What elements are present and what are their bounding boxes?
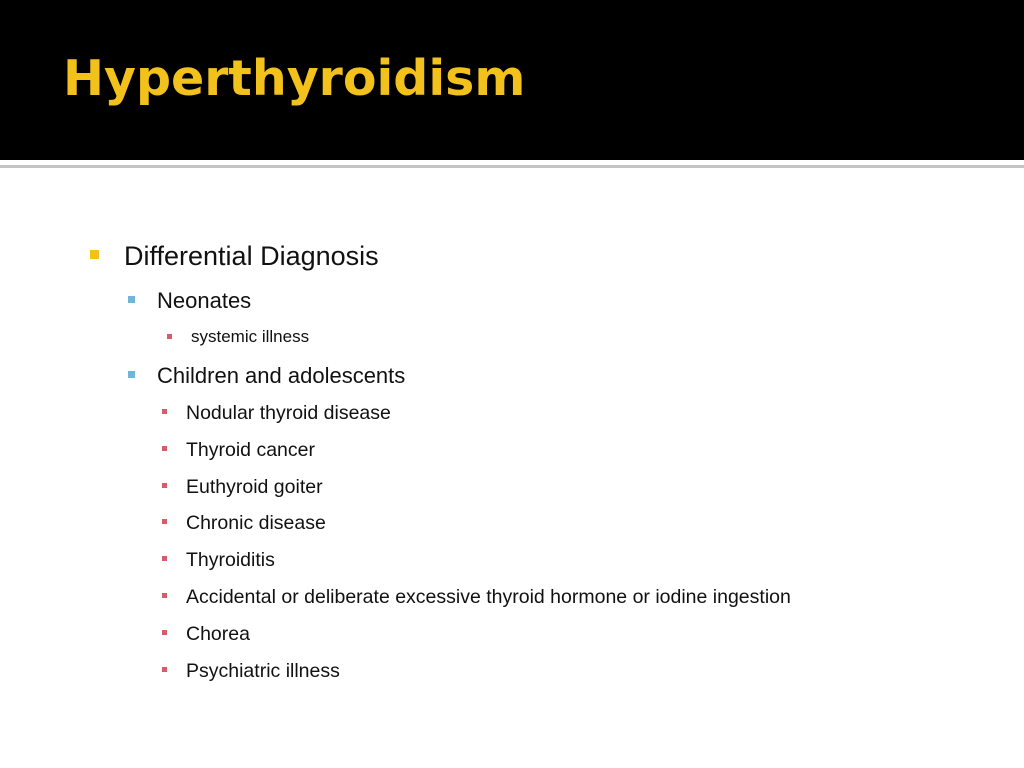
square-bullet-icon <box>128 296 135 303</box>
bullet-systemic-illness <box>191 327 309 347</box>
bullet-text: Accidental or deliberate excessive thyroid hormone or iodine ingestion <box>186 586 791 608</box>
bullet-text: Euthyroid goiter <box>186 476 323 498</box>
bullet-text: Differential Diagnosis <box>124 241 379 271</box>
bullet-text: Neonates <box>157 288 252 313</box>
square-bullet-icon <box>162 630 167 635</box>
square-bullet-icon <box>128 371 135 378</box>
bullet-euthyroid-goiter <box>186 476 323 499</box>
bullet-psychiatric-illness <box>186 660 340 683</box>
bullet-chorea <box>186 623 250 646</box>
square-bullet-icon <box>162 409 167 414</box>
bullet-text: Children and adolescents <box>157 363 406 388</box>
square-bullet-icon <box>162 593 167 598</box>
bullet-text: Nodular thyroid disease <box>186 402 391 424</box>
bullet-text: Chronic disease <box>186 512 326 534</box>
square-bullet-icon <box>162 556 167 561</box>
square-bullet-icon <box>90 250 99 259</box>
bullet-text: Chorea <box>186 623 250 645</box>
square-bullet-icon <box>162 446 167 451</box>
bullet-text: Thyroid cancer <box>186 439 315 461</box>
bullet-thyroiditis <box>186 549 275 572</box>
bullet-excessive-ingestion <box>186 586 791 609</box>
bullet-children-adolescents <box>157 363 405 389</box>
square-bullet-icon <box>162 519 167 524</box>
square-bullet-icon <box>167 334 172 339</box>
bullet-text: Psychiatric illness <box>186 660 340 682</box>
square-bullet-icon <box>162 483 167 488</box>
bullet-chronic-disease <box>186 512 326 535</box>
bullet-thyroid-cancer <box>186 439 315 462</box>
bullet-differential-diagnosis <box>124 241 379 272</box>
bullet-text: systemic illness <box>191 327 310 346</box>
slide-title: Hyperthyroidism <box>63 50 526 107</box>
square-bullet-icon <box>162 667 167 672</box>
bullet-nodular-thyroid-disease <box>186 402 391 425</box>
bullet-neonates <box>157 288 251 314</box>
bullet-text: Thyroiditis <box>186 549 275 571</box>
